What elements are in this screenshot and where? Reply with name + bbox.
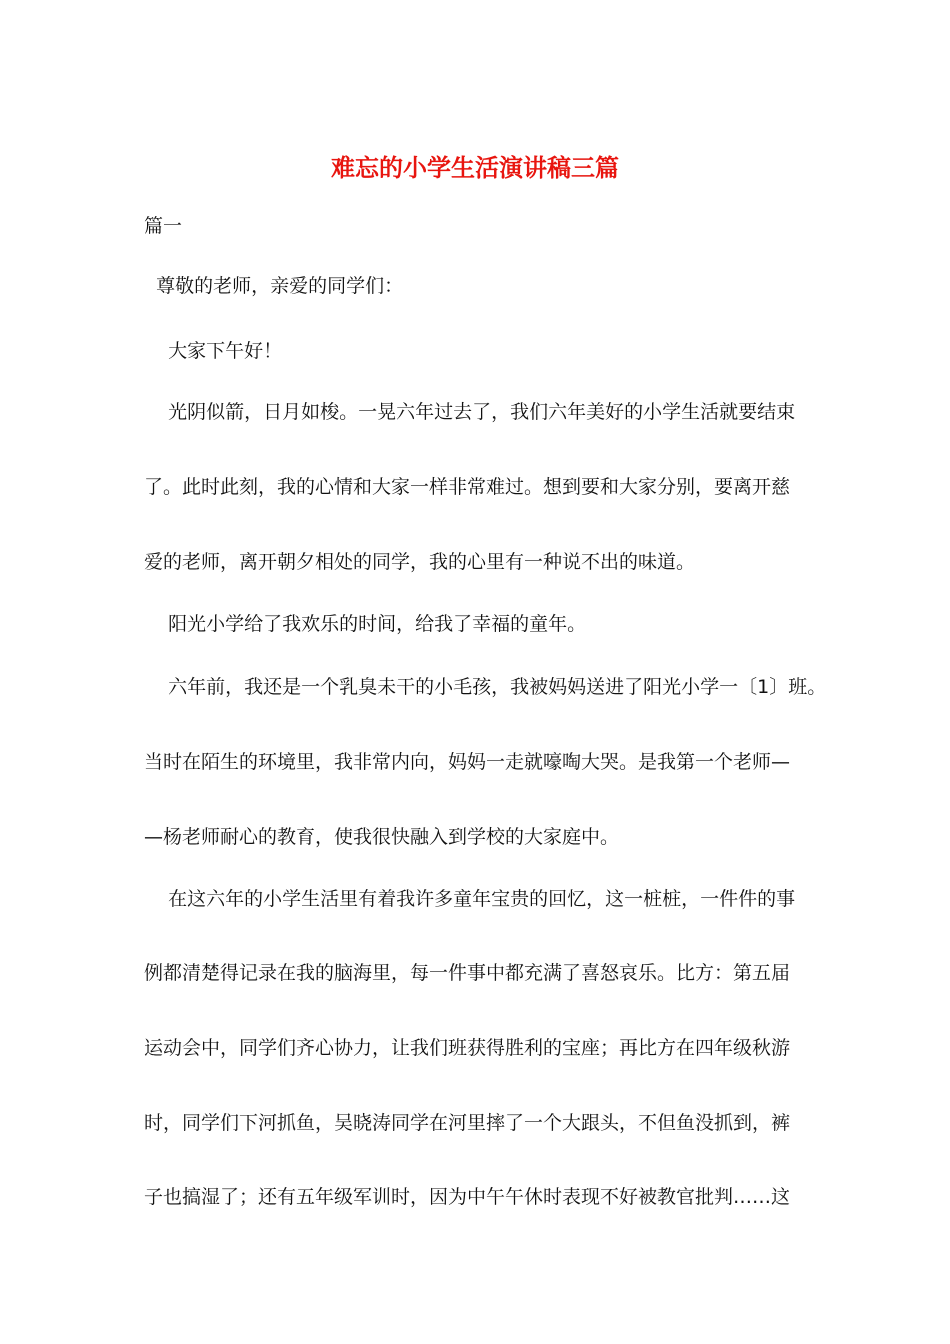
paragraph-line: 爱的老师，离开朝夕相处的同学，我的心里有一种说不出的味道。 [144, 551, 696, 573]
greeting: 大家下午好！ [144, 340, 283, 362]
paragraph-line: 阳光小学给了我欢乐的时间，给我了幸福的童年。 [144, 613, 587, 635]
paragraph-line: —杨老师耐心的教育，使我很快融入到学校的大家庭中。 [144, 826, 620, 848]
paragraph-line: 在这六年的小学生活里有着我许多童年宝贵的回忆，这一桩桩，一件件的事 [144, 888, 796, 910]
paragraph-line: 六年前，我还是一个乳臭未干的小毛孩，我被妈妈送进了阳光小学一〔1〕班。 [144, 676, 827, 698]
paragraph-line: 了。此时此刻，我的心情和大家一样非常难过。想到要和大家分别，要离开慈 [144, 476, 791, 498]
paragraph-line: 当时在陌生的环境里，我非常内向，妈妈一走就嚎啕大哭。是我第一个老师— [144, 751, 791, 773]
paragraph-line: 例都清楚得记录在我的脑海里，每一件事中都充满了喜怒哀乐。比方：第五届 [144, 962, 791, 984]
paragraph-line: 子也搞湿了；还有五年级军训时，因为中午午休时表现不好被教官批判……这 [144, 1186, 791, 1208]
paragraph-line: 光阴似箭，日月如梭。一晃六年过去了，我们六年美好的小学生活就要结束 [144, 401, 796, 423]
document-title: 难忘的小学生活演讲稿三篇 [331, 153, 619, 182]
section-heading: 篇一 [144, 215, 183, 237]
paragraph-line: 时，同学们下河抓鱼，吴晓涛同学在河里摔了一个大跟头，不但鱼没抓到，裤 [144, 1112, 791, 1134]
paragraph-line: 运动会中，同学们齐心协力，让我们班获得胜利的宝座；再比方在四年级秋游 [144, 1037, 791, 1059]
salutation: 尊敬的老师，亲爱的同学们： [144, 275, 404, 297]
